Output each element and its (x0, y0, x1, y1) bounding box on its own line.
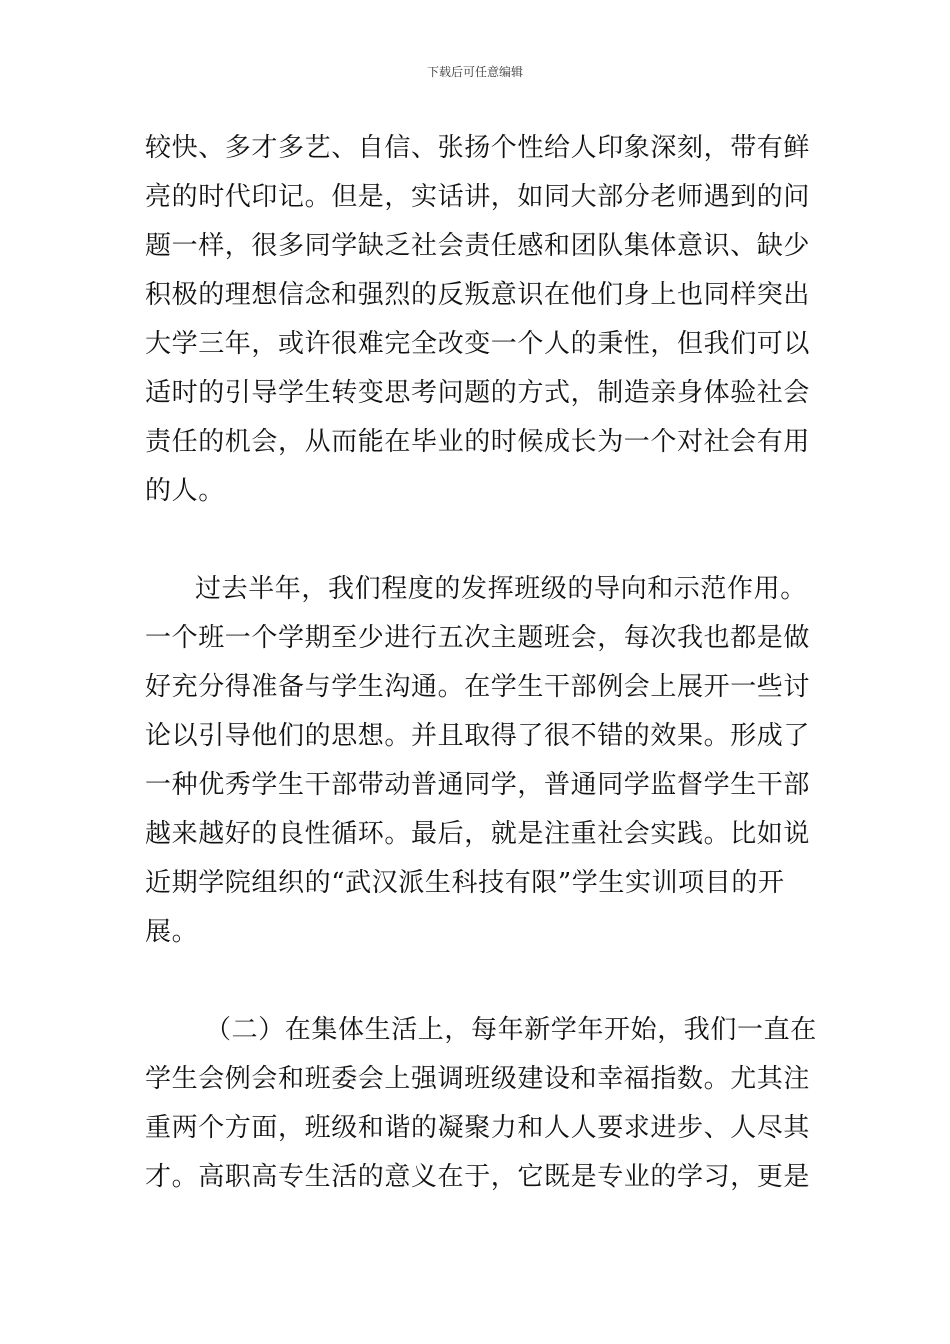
paragraph-line: 重两个方面，班级和谐的凝聚力和人人要求进步、人尽其 (145, 1113, 811, 1143)
paragraph-line: 一个班一个学期至少进行五次主题班会，每次我也都是做 (145, 623, 811, 653)
paragraph-line: 责任的机会，从而能在毕业的时候成长为一个对社会有用 (145, 427, 811, 457)
paragraph-3 (145, 1006, 817, 1202)
paragraph-line: 近期学院组织的“武汉派生科技有限”学生实训项目的开 (145, 868, 785, 898)
paragraph-line: 越来越好的良性循环。最后，就是注重社会实践。比如说 (145, 819, 811, 849)
paragraph-line: 较快、多才多艺、自信、张扬个性给人印象深刻，带有鲜 (145, 133, 811, 163)
paragraph-line: 过去半年，我们程度的发挥班级的导向和示范作用。 (195, 574, 807, 604)
paragraph-line: 适时的引导学生转变思考问题的方式，制造亲身体验社会 (145, 378, 811, 408)
paragraph-line: 题一样，很多同学缺乏社会责任感和团队集体意识、缺少 (145, 231, 811, 261)
paragraph-line: 好充分得准备与学生沟通。在学生干部例会上展开一些讨 (145, 672, 811, 702)
paragraph-spacer (145, 957, 807, 1006)
paragraph-line: 亮的时代印记。但是，实话讲，如同大部分老师遇到的问 (145, 182, 811, 212)
paragraph-line: 积极的理想信念和强烈的反叛意识在他们身上也同样突出 (145, 280, 811, 310)
page-header: 下载后可任意编辑 (426, 65, 523, 79)
paragraph-line: 展。 (145, 917, 199, 947)
paragraph-line: 的人。 (145, 476, 225, 506)
document-body (145, 124, 817, 1202)
paragraph-1 (145, 124, 811, 516)
paragraph-line: 才。高职高专生活的意义在于，它既是专业的学习，更是 (145, 1162, 811, 1192)
paragraph-line: 论以引导他们的思想。并且取得了很不错的效果。形成了 (145, 721, 811, 751)
paragraph-2 (145, 565, 811, 957)
paragraph-line: 一种优秀学生干部带动普通同学，普通同学监督学生干部 (145, 770, 811, 800)
paragraph-line: 学生会例会和班委会上强调班级建设和幸福指数。尤其注 (145, 1064, 811, 1094)
paragraph-line: （二）在集体生活上，每年新学年开始，我们一直在 (205, 1015, 817, 1045)
paragraph-spacer (145, 516, 807, 565)
paragraph-line: 大学三年，或许很难完全改变一个人的秉性，但我们可以 (145, 329, 811, 359)
